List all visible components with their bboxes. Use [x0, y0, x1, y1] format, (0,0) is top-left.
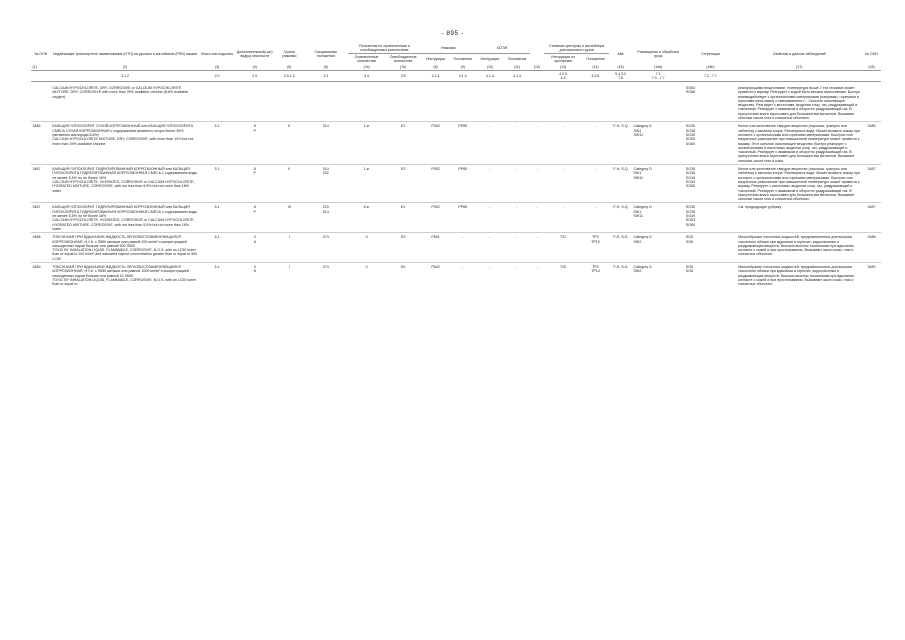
- column-number: (9): [450, 64, 475, 71]
- reference-number: 3.4: [348, 71, 386, 82]
- column-number: (5): [275, 64, 304, 71]
- cell-tank-instructions: T20: [544, 262, 582, 287]
- reference-number: 7.1 7.3 - 7.7: [632, 71, 684, 82]
- cell-name: КАЛЬЦИЯ ГИПОХЛОРИТ ГИДРАТИРОВАННЫЙ КОРРОЗИОННЫЙ или КАЛЬЦИЯ ГИПОХЛОРИТА ГИДРАТИРОВАННАЯ КОРРОЗИОННАЯ СМЕСЬ с содержанием воды не менее 5,5% но не более 16% CALCIUM HYPOCHLORITE, HYDRATED, CORROSIVE or CALCIUM HYPOCHLORITE, HYDRATED MIXTURE, CORROSIVE, with not less than 5.5% but not more than 16% water: [51, 203, 199, 233]
- column-number: (3): [199, 64, 235, 71]
- reference-number: 2.0.1.3: [275, 71, 304, 82]
- reference-number: 4.2.5 4.3: [544, 71, 582, 82]
- cell-limited-qty: 0: [348, 262, 386, 287]
- header-ibc: КСГМГ: [496, 46, 509, 50]
- column-number: (10): [475, 64, 504, 71]
- column-number: (12): [530, 64, 545, 71]
- cell-col12: -: [530, 262, 545, 287]
- column-number: (16a): [632, 64, 684, 71]
- cell-special-provisions: 314: [304, 122, 348, 165]
- cell-ems: F-H, S-Q: [609, 203, 632, 233]
- cell-un-no: 3487: [31, 165, 51, 203]
- reference-number: 4.2.5: [582, 71, 609, 82]
- cell-special-provisions: [304, 82, 348, 122]
- cell-limited-qty: 0: [348, 233, 386, 263]
- column-number: (17): [737, 64, 862, 71]
- cell-special-provisions: 223 314: [304, 203, 348, 233]
- header-properties: Свойства и данные наблюдений: [772, 51, 826, 56]
- header-excepted-qty: Освобожденные количества: [385, 54, 421, 65]
- cell-segregation: SG35 SG38 SG49 SG53 SG60: [684, 203, 736, 233]
- cell-packing-group: II: [275, 165, 304, 203]
- cell-ibc-instructions: [475, 82, 504, 122]
- cell-un-no-end: 3485: [862, 122, 881, 165]
- cell-properties: реагирующими веществами, температура выше 2 эти стоимые может привести к взрыву. Реагирует с водой быть весьма агрессивным. Быстро взаимодействует с органическими материалами (например, горючими и горючими мета-лами) о смешиванием с... Сильное окисляющее вещество. Реагирует с кислотами, выделяя хлор, газ, раздражающий и токсичный. Реагирует с аммиаком и оборотно раздражающий газ. В присутствии влаги агрессивен для большинства металлов. Вызывает сильные ожоги глаз и слизистых оболочек.: [738, 86, 861, 121]
- reference-number: 4.1.4: [505, 71, 530, 82]
- cell-tank-provisions: -: [582, 122, 609, 165]
- cell-pack-instructions: P601: [421, 233, 450, 263]
- cell-segregation: SG5 SG8: [684, 233, 736, 263]
- cell-pack-instructions: P002: [421, 122, 450, 165]
- cell-properties: Белое или желтоватое твердое вещество (порошок, гранулы или таблетки) с запахом хлора. Растворим в воде. Может вызвать пожар при контакте с органическими или горючими материалами. Быстрое или медленное разложение при повышенной температуре может привести к взрыву. Этот сильное окисляющее вещество быстро реагирует с органическими и кислотами, выделяя хлор, газ, раздражающий и токсичный. Реагирует с аммиаком и оборотно раздражающий газ. В присутствии влаги агрессивен для большинства металлов. Вызывает сильные ожоги глаз и кожи.: [737, 122, 862, 165]
- table-row: [31, 262, 881, 287]
- cell-tank-provisions: TP2 TP13: [582, 262, 609, 287]
- cell-ibc-instructions: -: [475, 165, 504, 203]
- cell-ibc-instructions: -: [475, 203, 504, 233]
- cell-excepted-qty: E1: [385, 203, 421, 233]
- header-stowage: Размещение и обработка груза: [637, 49, 679, 58]
- cell-tank-provisions: -: [582, 203, 609, 233]
- cell-ibc-provisions: -: [505, 262, 530, 287]
- column-number: (15): [609, 64, 632, 71]
- reference-number: [31, 71, 51, 82]
- cell-name: КАЛЬЦИЯ ГИПОХЛОРИТ СУХОЙ КОРРОЗИОННЫЙ или КАЛЬЦИЯ ГИПОХЛОРИТА СМЕСЬ СУХАЯ КОРРОЗИОННАЯ с содержанием активного хлора более 39% (активного кислорода 8,8%) CALCIUM HYPOCHLORITE MIXTURE, DRY, CORROSIVE, with more than 10% but not more than 39% available chlorine: [51, 122, 199, 165]
- cell-class: [199, 82, 235, 122]
- cell-col12: -: [530, 122, 545, 165]
- cell-un-no-end: 3487: [862, 203, 881, 233]
- column-number: (7a): [348, 64, 386, 71]
- cell-un-no-end: 3488: [862, 233, 881, 263]
- cell-col12: -: [530, 233, 545, 263]
- cell-subsidiary: 3 8: [235, 233, 275, 263]
- header-col12: [530, 43, 545, 64]
- reference-number: [530, 71, 545, 82]
- header-ibc-provisions: Положения: [505, 54, 530, 65]
- cell-col12: -: [530, 165, 545, 203]
- cell-tank-instructions: -: [544, 122, 582, 165]
- column-number: (7b): [385, 64, 421, 71]
- cell-pack-provisions: PP85: [450, 203, 475, 233]
- cell-limited-qty: 1 кг: [348, 122, 386, 165]
- cell-un-no: 3489: [31, 262, 51, 287]
- column-number: (4): [235, 64, 275, 71]
- column-number: (2): [51, 64, 199, 71]
- column-number: (13): [544, 64, 582, 71]
- cell-ibc-instructions: -: [475, 262, 504, 287]
- cell-pack-provisions: PP85: [450, 122, 475, 165]
- cell-stowage: Category D SW2: [632, 233, 684, 263]
- cell-special-provisions: 314 322: [304, 165, 348, 203]
- cell-ems: F-E, S-D: [609, 262, 632, 287]
- table-row: [31, 233, 881, 263]
- cell-tank-instructions: T22: [544, 233, 582, 263]
- cell-ems: F-H, S-Q: [609, 122, 632, 165]
- cell-subsidiary: [235, 82, 275, 122]
- header-un-no-end: № ООН: [865, 51, 878, 56]
- cell-stowage: Category D SW1 SW11: [632, 122, 684, 165]
- header-packing-group: Группа упаковки: [281, 49, 297, 58]
- cell-un-no: [31, 82, 51, 122]
- reference-number: 2.0: [235, 71, 275, 82]
- cell-subsidiary: 3 8: [235, 262, 275, 287]
- header-limited-qty: Ограниченные количества: [348, 54, 386, 65]
- table-row: [31, 82, 881, 122]
- cell-pack-provisions: [450, 82, 475, 122]
- header-tank-instructions: Инструкции по цистернам: [544, 54, 582, 65]
- cell-un-no-end: 3489: [862, 262, 881, 287]
- cell-packing-group: I: [275, 262, 304, 287]
- cell-ems: F-E, S-D: [609, 233, 632, 263]
- column-number: (18): [862, 64, 881, 71]
- cell-tank-provisions: -: [582, 165, 609, 203]
- reference-number: 3.5: [385, 71, 421, 82]
- header-limited-excepted: Положения по ограниченным и освобожденным количествам: [358, 44, 410, 52]
- cell-class: 6.1: [199, 233, 235, 263]
- cell-stowage: Category D SW1 SW11: [632, 203, 684, 233]
- cell-un-no: 3488: [31, 233, 51, 263]
- cell-tank-provisions: [582, 82, 609, 122]
- cell-packing-group: [275, 82, 304, 122]
- cell-special-provisions: 274: [304, 262, 348, 287]
- column-number: (14): [582, 64, 609, 71]
- reference-number: [737, 71, 862, 82]
- cell-ibc-provisions: [505, 82, 530, 122]
- header-ibc-instructions: Инструкции: [475, 54, 504, 65]
- cell-ibc-instructions: -: [475, 233, 504, 263]
- cell-tank-instructions: -: [544, 203, 582, 233]
- table-row: [31, 122, 881, 165]
- cell-excepted-qty: E0: [385, 262, 421, 287]
- reference-number: 3.3: [304, 71, 348, 82]
- cell-stowage: Category D SW1 SW11: [632, 165, 684, 203]
- cell-col12: [530, 82, 545, 122]
- cell-pack-provisions: -: [450, 233, 475, 263]
- cell-excepted-qty: [385, 82, 421, 122]
- cell-excepted-qty: E0: [385, 233, 421, 263]
- cell-class: 5.1: [199, 203, 235, 233]
- cell-excepted-qty: E2: [385, 165, 421, 203]
- header-packagings: Упаковка: [440, 46, 456, 50]
- header-un-no: № ООН: [34, 51, 48, 56]
- cell-properties: Многообразие токсичных жидкостей, предназначенных для выпуска токсичного облака при вдыхании и горючих, коррозионных и раздражающих веществ. Высокотоксичны токсичными при вдыхании, контакте с кожей и при проглатывании. Вызывают ожоги кожи, глаз и слизистых оболочек.: [737, 233, 862, 263]
- table-row: [31, 203, 881, 233]
- header-tanks: Съемные цистерны и контейнеры для массовых грузов: [549, 44, 605, 52]
- cell-name: ТОКСИЧНАЯ ПРИ ВДЫХАНИИ ЖИДКОСТЬ ЛЕГКОВОСПЛАМЕНЯЮЩАЯСЯ КОРРОЗИОННАЯ, Н.У.К. с ЛК50 меньше или равной 200 мл/м³ и концентрацией насыщенных паров больше или равной 500 ЛК50 TOXIC BY INHALATION LIQUID, FLAMMABLE, CORROSIVE, N.O.S. with an LC50 lower than or equal to 200 ml/m³ and saturated vapour concentration greater than or equal to 500 LC50: [51, 233, 199, 263]
- cell-ibc-provisions: -: [505, 203, 530, 233]
- cell-pack-instructions: P002: [421, 165, 450, 203]
- cell-pack-provisions: -: [450, 262, 475, 287]
- reference-number: 4.1.4: [421, 71, 450, 82]
- column-number: (16b): [684, 64, 736, 71]
- cell-limited-qty: 1 кг: [348, 165, 386, 203]
- cell-pack-instructions: P002: [421, 203, 450, 233]
- table-row: [31, 165, 881, 203]
- table-body: [31, 82, 881, 288]
- cell-name: КАЛЬЦИЯ ГИПОХЛОРИТ ГИДРАТИРОВАННЫЙ КОРРОЗИОННЫЙ или КАЛЬЦИЯ ГИПОХЛОРИТА ГИДРАТИРОВАННАЯ КОРРОЗИОННАЯ СМЕСЬ с содержанием воды не менее 5,5% но не более 16% CALCIUM HYPOCHLORITE, HYDRATED, CORROSIVE or CALCIUM HYPOCHLORITE, HYDRATED MIXTURE, CORROSIVE, with not less than 5.5% but not more than 16% water: [51, 165, 199, 203]
- reference-row: [31, 71, 881, 82]
- cell-segregation: SG35 SG38 SG49 SG53 SG60: [684, 122, 736, 165]
- cell-class: 5.1: [199, 122, 235, 165]
- cell-class: 6.1: [199, 262, 235, 287]
- column-number: (6): [304, 64, 348, 71]
- cell-pack-instructions: [421, 82, 450, 122]
- cell-class: 5.1: [199, 165, 235, 203]
- cell-name: ТОКСИЧНАЯ ПРИ ВДЫХАНИИ ЖИДКОСТЬ ЛЕГКОВОСПЛАМЕНЯЮЩАЯСЯ КОРРОЗИОННАЯ, Н.У.К. с ЛК50 меньше или равной 1000 мл/м³ и концентрацией насыщенных паров больше или равной 10 ЛК50 TOXIC BY INHALATION LIQUID, FLAMMABLE, CORROSIVE, N.O.S. with an LC50 lower than or equal to: [51, 262, 199, 287]
- cell-tank-instructions: [544, 82, 582, 122]
- header-segregation: Сегрегация: [701, 51, 720, 56]
- cell-ibc-provisions: -: [505, 233, 530, 263]
- column-number: (8): [421, 64, 450, 71]
- cell-properties: Многообразие токсичных жидкостей, предназначенных для выпуска токсичного облака при вдыхании и горючих, коррозионных и раздражающих веществ. Высокотоксичны токсичными при вдыхании, контакте с кожей и при проглатывании. Вызывают ожоги кожи, глаз и слизистых оболочек.: [737, 262, 862, 287]
- cell-ibc-instructions: -: [475, 122, 504, 165]
- cell-segregation: SG5 SG8: [684, 262, 736, 287]
- cell-properties: Белое или желтоватое твердое вещество (порошок, гранулы или таблетки) с запахом хлора. Растворим в воде. Может вызвать пожар при контакте с органическими или горючими материалами. Быстрое или медленное разложение при повышенной температуре может привести к взрыву. Реагирует с кислотами, выделяя хлор, газ, раздражающий и токсичный. Реагирует с аммиаком и оборотно раздражающий газ. В присутствии влаги агрессивен для большинства металлов. Вызывает сильные ожоги глаз и слизистых оболочек.: [737, 165, 862, 203]
- cell-limited-qty: [348, 82, 386, 122]
- table-header: [31, 43, 881, 82]
- reference-number: 2.0: [199, 71, 235, 82]
- cell-stowage: Category D SW2: [632, 262, 684, 287]
- cell-ems: F-H, S-Q: [609, 165, 632, 203]
- cell-subsidiary: 8 P: [235, 165, 275, 203]
- cell-un-no: 3487: [31, 203, 51, 233]
- reference-number: 4.1.4: [475, 71, 504, 82]
- column-number: (11): [505, 64, 530, 71]
- reference-number: 4.1.4: [450, 71, 475, 82]
- header-name: Надлежащее транспортное наименование (НТН) на русском и английском (PSN) языках: [52, 51, 198, 56]
- cell-packing-group: I: [275, 233, 304, 263]
- cell-special-provisions: 274: [304, 233, 348, 263]
- cell-un-no-end: [862, 82, 881, 122]
- cell-ems: [609, 82, 632, 122]
- cell-name: CALCIUM HYPOCHLORITE, DRY, CORROSIVE or CALCIUM HYPOCHLORITE MIXTURE, DRY, CORROSIVE with more than 39% available chlorine (8,8% available oxygen): [52, 86, 189, 99]
- column-number: (1): [31, 64, 51, 71]
- page-number: - 895 -: [441, 30, 464, 37]
- reference-number: 3.1.2: [51, 71, 199, 82]
- cell-excepted-qty: E1: [385, 122, 421, 165]
- cell-ibc-provisions: -: [505, 165, 530, 203]
- reference-number: 5.4.3.2 7.8: [609, 71, 632, 82]
- reference-number: [862, 71, 881, 82]
- cell-properties: См. предыдущую рубрику: [737, 203, 862, 233]
- cell-pack-provisions: PP85: [450, 165, 475, 203]
- reference-number: 7.2 - 7.7: [684, 71, 736, 82]
- cell-subsidiary: 8 P: [235, 122, 275, 165]
- cell-pack-instructions: P602: [421, 262, 450, 287]
- cell-ibc-provisions: -: [505, 122, 530, 165]
- cell-segregation: SG35 SG38 SG49 SG53 SG60: [684, 165, 736, 203]
- dangerous-goods-table: [31, 43, 881, 287]
- header-pack-provisions: Положения: [450, 54, 475, 65]
- header-class: Класс или подкласс: [200, 51, 234, 56]
- cell-stowage: [632, 82, 684, 122]
- cell-segregation: SG63 SG68: [685, 86, 695, 95]
- header-special-provisions: Специальные положения: [314, 49, 338, 58]
- cell-packing-group: II: [275, 122, 304, 165]
- cell-col12: -: [530, 203, 545, 233]
- cell-limited-qty: 5 кг: [348, 203, 386, 233]
- cell-tank-provisions: TP2 TP13: [582, 233, 609, 263]
- cell-tank-instructions: -: [544, 165, 582, 203]
- cell-un-no-end: 3487: [862, 165, 881, 203]
- cell-packing-group: III: [275, 203, 304, 233]
- header-subsidiary: Дополнительный(-ые) вид(ы) опасности: [236, 49, 273, 58]
- cell-subsidiary: 8 P: [235, 203, 275, 233]
- header-pack-instructions: Инструкции: [421, 54, 450, 65]
- header-ems: АвК: [617, 51, 624, 56]
- header-tank-provisions: Положения: [582, 54, 609, 65]
- cell-un-no: 3485: [31, 122, 51, 165]
